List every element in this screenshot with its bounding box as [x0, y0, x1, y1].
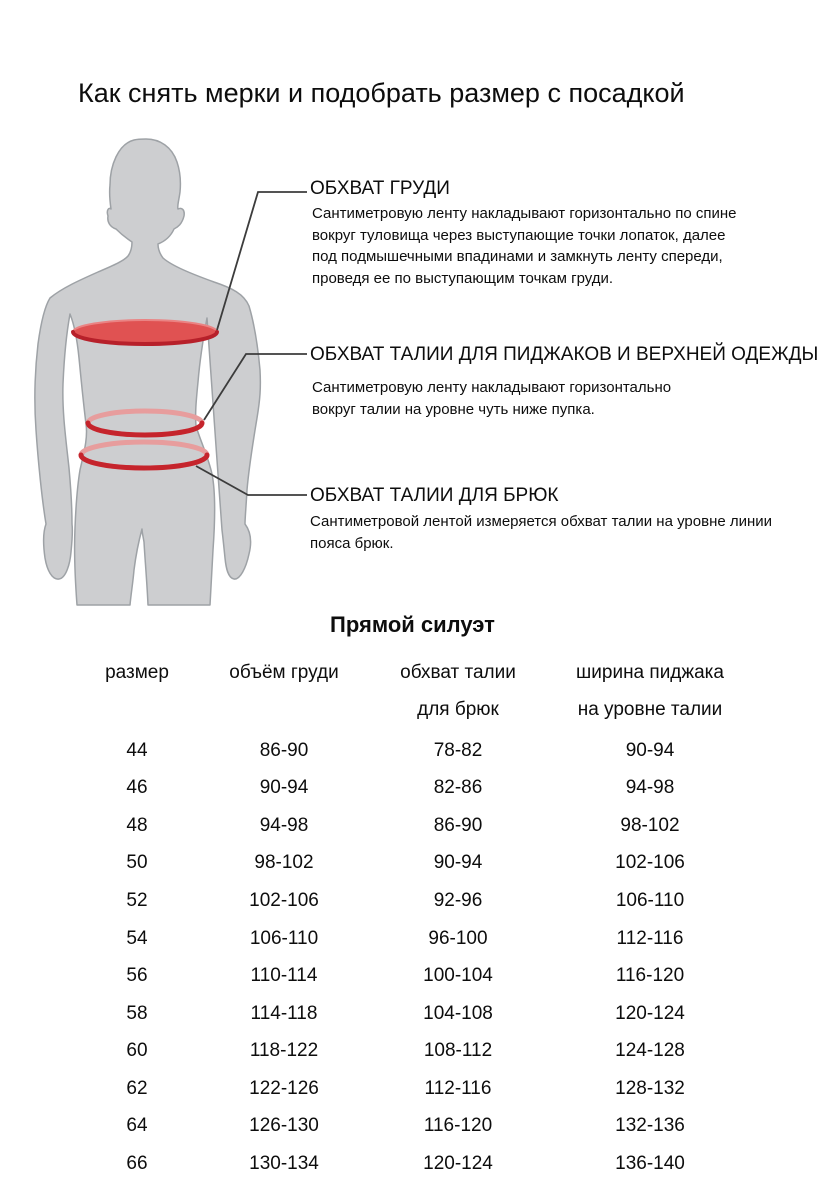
table-row — [55, 807, 733, 845]
header-jacket-width: ширина пиджака — [576, 662, 724, 683]
size-table — [55, 655, 733, 1183]
table-cell-waist: 86-90 — [433, 814, 483, 836]
header-waist-line2: для брюк — [417, 698, 499, 720]
table-row — [55, 957, 733, 995]
chest-measure-heading: ОБХВАТ ГРУДИ — [310, 178, 450, 199]
header-waist: обхват талии — [400, 662, 516, 683]
table-cell-size: 50 — [126, 852, 148, 874]
table-cell-chest: 94-98 — [259, 814, 309, 836]
table-cell-chest: 98-102 — [254, 852, 314, 874]
jacket-waist-measure-description: Сантиметровую ленту накладывают горизонтально вокруг талии на уровне чуть ниже пупка. — [312, 379, 672, 418]
table-cell-jacket-width: 136-140 — [615, 1152, 685, 1174]
table-cell-size: 64 — [126, 1115, 148, 1137]
table-header-row-1 — [55, 655, 733, 691]
table-cell-size: 58 — [126, 1002, 148, 1024]
table-cell-chest: 122-126 — [249, 1077, 319, 1099]
table-cell-waist: 108-112 — [423, 1040, 493, 1062]
table-cell-size: 52 — [126, 889, 148, 911]
table-cell-size: 60 — [126, 1040, 148, 1062]
table-cell-waist: 112-116 — [424, 1077, 492, 1099]
male-silhouette — [35, 139, 260, 605]
header-chest: объём груди — [229, 662, 339, 683]
page-title: Как снять мерки и подобрать размер с посадкой — [78, 78, 685, 108]
header-jacket-width-line2: на уровне талии — [577, 698, 723, 720]
table-cell-jacket-width: 120-124 — [615, 1002, 685, 1024]
table-cell-waist: 116-120 — [423, 1115, 493, 1137]
table-cell-chest: 130-134 — [249, 1152, 319, 1174]
table-cell-waist: 90-94 — [433, 852, 483, 874]
table-row — [55, 1070, 733, 1108]
table-row — [55, 995, 733, 1033]
table-row — [55, 882, 733, 920]
table-cell-waist: 92-96 — [433, 889, 483, 911]
table-cell-size: 46 — [126, 777, 148, 799]
table-cell-chest: 114-118 — [250, 1002, 318, 1024]
table-cell-jacket-width: 124-128 — [615, 1040, 685, 1062]
table-row — [55, 1107, 733, 1145]
trouser-waist-measure-heading: ОБХВАТ ТАЛИИ ДЛЯ БРЮК — [310, 485, 559, 506]
table-cell-chest: 106-110 — [249, 927, 319, 949]
table-cell-size: 66 — [126, 1152, 148, 1174]
table-cell-chest: 110-114 — [250, 965, 318, 987]
table-cell-waist: 96-100 — [428, 927, 488, 949]
table-cell-jacket-width: 94-98 — [625, 777, 675, 799]
table-cell-chest: 90-94 — [259, 777, 309, 799]
table-cell-jacket-width: 102-106 — [615, 852, 685, 874]
table-cell-waist: 104-108 — [423, 1002, 493, 1024]
table-cell-chest: 86-90 — [259, 739, 309, 761]
table-row — [55, 1145, 733, 1183]
table-cell-waist: 120-124 — [423, 1152, 493, 1174]
table-row — [55, 920, 733, 958]
chest-measure-description: Сантиметровую ленту накладывают горизонтально по спине вокруг туловища через выступающие точки лопаток, далее под подмышечными впадинами и замкнуть ленту спереди, проведя ее по выступающим точкам груди. — [312, 205, 737, 287]
table-cell-jacket-width: 112-116 — [616, 927, 684, 949]
table-cell-waist: 100-104 — [423, 965, 493, 987]
table-row — [55, 845, 733, 883]
table-row — [55, 770, 733, 808]
table-cell-jacket-width: 128-132 — [615, 1077, 685, 1099]
male-silhouette-figure — [0, 130, 330, 610]
table-cell-chest: 102-106 — [249, 889, 319, 911]
jacket-waist-measure-heading: ОБХВАТ ТАЛИИ ДЛЯ ПИДЖАКОВ И ВЕРХНЕЙ ОДЕЖДЫ — [310, 344, 819, 365]
header-size: размер — [105, 662, 169, 683]
table-cell-size: 48 — [126, 814, 148, 836]
chest-band — [73, 320, 217, 344]
table-header-row-2 — [55, 691, 733, 728]
table-row — [55, 1032, 733, 1070]
table-title: Прямой силуэт — [330, 612, 495, 637]
table-cell-waist: 82-86 — [433, 777, 483, 799]
table-cell-size: 44 — [126, 739, 148, 761]
table-row — [55, 732, 733, 770]
table-cell-chest: 118-122 — [249, 1040, 319, 1062]
table-cell-jacket-width: 132-136 — [615, 1115, 685, 1137]
trouser-waist-measure-description: Сантиметровой лентой измеряется обхват талии на уровне линии пояса брюк. — [310, 513, 773, 552]
table-body — [55, 732, 733, 1183]
table-cell-size: 62 — [126, 1077, 148, 1099]
table-cell-waist: 78-82 — [433, 739, 483, 761]
table-cell-chest: 126-130 — [249, 1115, 319, 1137]
table-cell-size: 54 — [126, 927, 148, 949]
table-cell-jacket-width: 116-120 — [615, 965, 685, 987]
table-cell-jacket-width: 90-94 — [625, 739, 675, 761]
table-cell-size: 56 — [126, 965, 148, 987]
table-cell-jacket-width: 106-110 — [615, 889, 685, 911]
table-cell-jacket-width: 98-102 — [620, 814, 680, 836]
